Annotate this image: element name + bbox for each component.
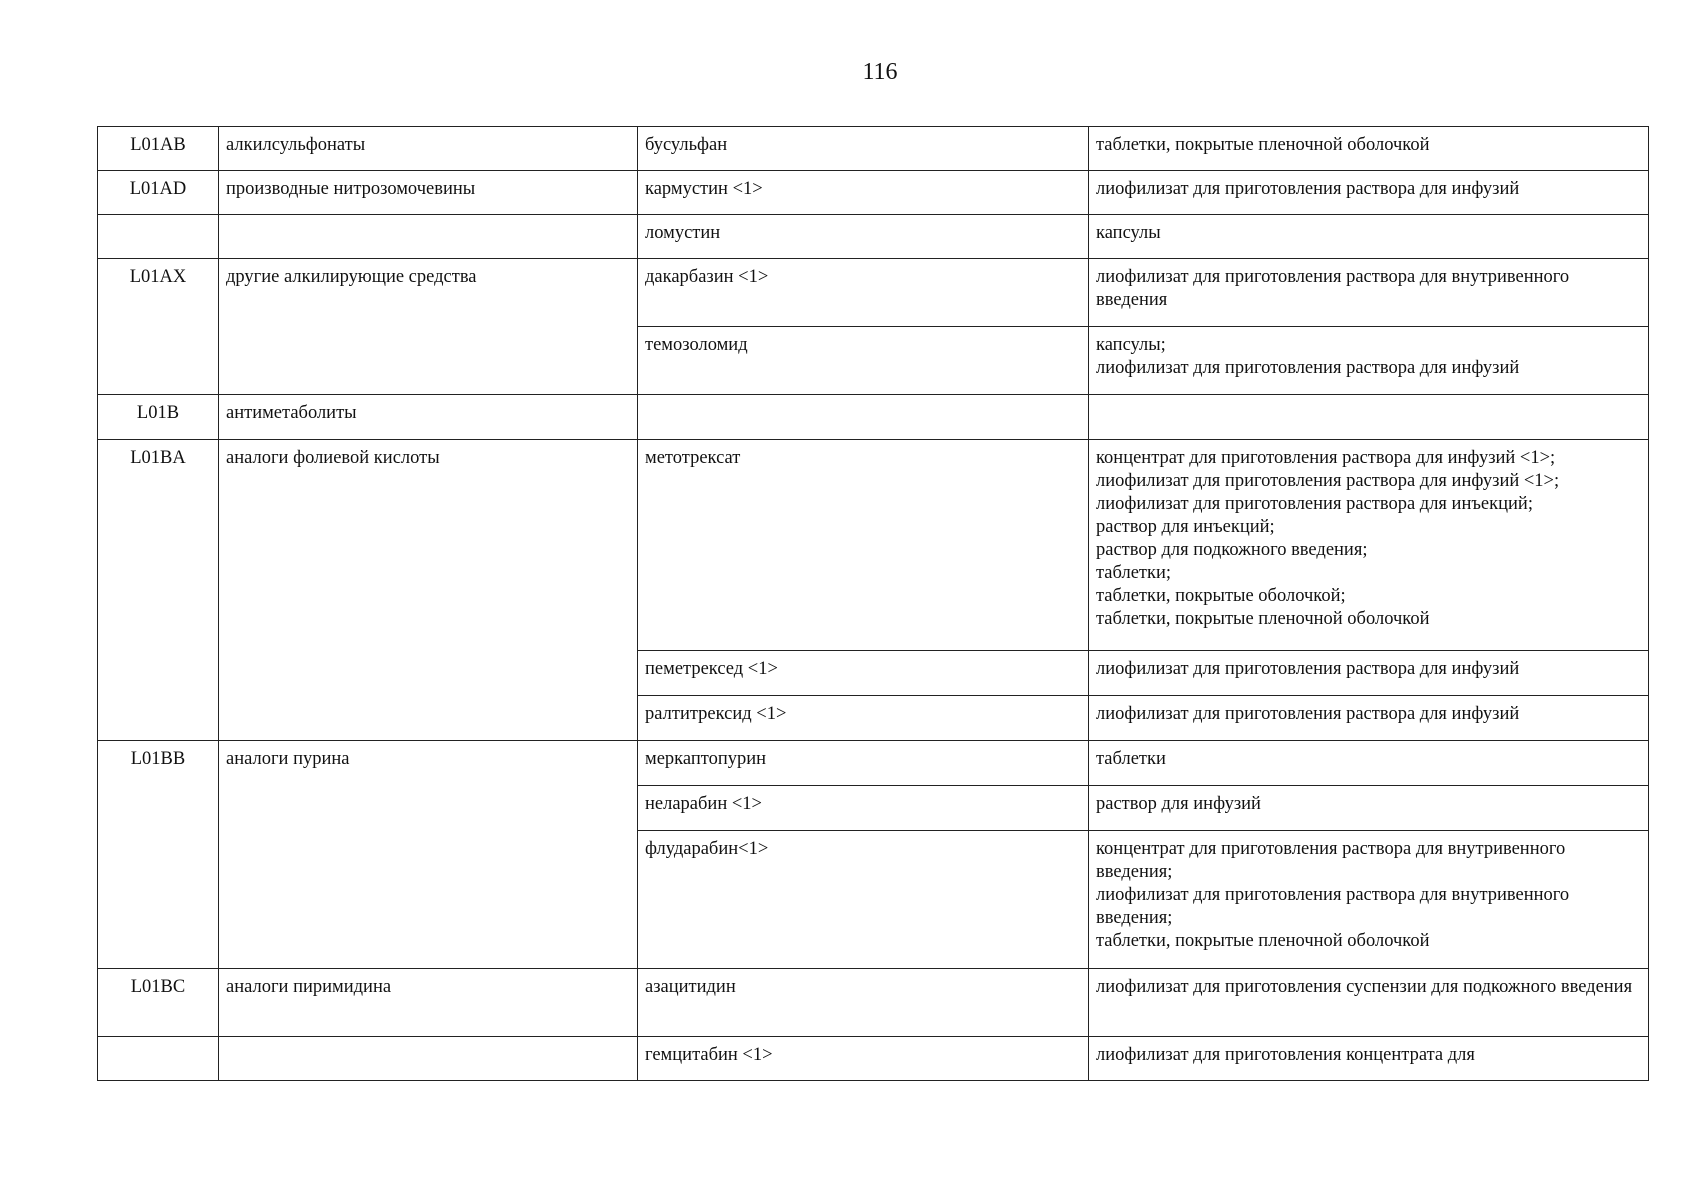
atc-code-cell [98, 215, 219, 259]
group-name-cell [219, 1037, 638, 1081]
group-name-cell: аналоги фолиевой кислоты [219, 440, 638, 741]
group-name-cell: другие алкилирующие средства [219, 259, 638, 395]
dosage-forms-cell [1089, 259, 1649, 327]
dosage-form: таблетки [1096, 749, 1166, 769]
drug-name-cell: темозоломид [638, 327, 1089, 395]
dosage-forms-cell [1089, 786, 1649, 831]
atc-code-cell: L01AD [98, 171, 219, 215]
dosage-forms-cell [1089, 127, 1649, 171]
dosage-form: лиофилизат для приготовления раствора для инъекций; [1096, 494, 1533, 514]
dosage-forms-cell [1089, 831, 1649, 969]
dosage-form: лиофилизат для приготовления раствора для инфузий [1096, 659, 1520, 679]
table-row [98, 395, 1649, 440]
group-name-cell: алкилсульфонаты [219, 127, 638, 171]
dosage-forms-cell [1089, 741, 1649, 786]
group-name-cell: производные нитрозомочевины [219, 171, 638, 215]
dosage-forms-cell [1089, 696, 1649, 741]
dosage-form: раствор для подкожного введения; [1096, 540, 1368, 560]
dosage-form: раствор для инфузий [1096, 794, 1261, 814]
atc-code-cell: L01AB [98, 127, 219, 171]
dosage-forms-cell [1089, 651, 1649, 696]
dosage-forms-cell [1089, 215, 1649, 259]
drug-name-cell: метотрексат [638, 440, 1089, 651]
dosage-form: раствор для инъекций; [1096, 517, 1275, 537]
dosage-form: таблетки; [1096, 563, 1172, 583]
dosage-form: концентрат для приготовления раствора для внутривенного введения; [1096, 839, 1566, 882]
atc-code-cell: L01B [98, 395, 219, 440]
page-number: 116 [862, 59, 898, 85]
dosage-form: капсулы; [1096, 335, 1166, 355]
drug-name-cell: гемцитабин <1> [638, 1037, 1089, 1081]
table-row [98, 171, 1649, 215]
drug-list-table [97, 126, 1649, 1081]
atc-code-cell: L01BB [98, 741, 219, 969]
drug-name-cell: неларабин <1> [638, 786, 1089, 831]
table-row [98, 215, 1649, 259]
drug-name-cell: кармустин <1> [638, 171, 1089, 215]
group-name-cell: антиметаболиты [219, 395, 638, 440]
dosage-forms-cell [1089, 327, 1649, 395]
drug-name-cell: ломустин [638, 215, 1089, 259]
drug-name-cell: меркаптопурин [638, 741, 1089, 786]
group-name-cell: аналоги пурина [219, 741, 638, 969]
dosage-form: лиофилизат для приготовления раствора для внутривенного введения [1096, 267, 1570, 310]
atc-code-cell: L01AX [98, 259, 219, 395]
dosage-form: таблетки, покрытые пленочной оболочкой [1096, 135, 1430, 155]
drug-name-cell: дакарбазин <1> [638, 259, 1089, 327]
dosage-form: таблетки, покрытые пленочной оболочкой [1096, 609, 1430, 629]
dosage-forms-cell [1089, 395, 1649, 440]
dosage-form: лиофилизат для приготовления раствора для инфузий [1096, 358, 1520, 378]
drug-name-cell: флударабин<1> [638, 831, 1089, 969]
atc-code-cell: L01BA [98, 440, 219, 741]
atc-code-cell: L01BC [98, 969, 219, 1037]
table-row [98, 127, 1649, 171]
drug-name-cell: пеметрексед <1> [638, 651, 1089, 696]
drug-name-cell: ралтитрексид <1> [638, 696, 1089, 741]
group-name-cell: аналоги пиримидина [219, 969, 638, 1037]
dosage-form: лиофилизат для приготовления раствора для инфузий [1096, 179, 1520, 199]
dosage-forms-cell [1089, 1037, 1649, 1081]
table-row [98, 1037, 1649, 1081]
atc-code-cell [98, 1037, 219, 1081]
dosage-form: таблетки, покрытые пленочной оболочкой [1096, 931, 1430, 951]
dosage-form: лиофилизат для приготовления суспензии для подкожного введения [1096, 977, 1633, 997]
dosage-form: лиофилизат для приготовления раствора для инфузий <1>; [1096, 471, 1560, 491]
dosage-form: лиофилизат для приготовления раствора для внутривенного введения; [1096, 885, 1570, 928]
dosage-form: лиофилизат для приготовления концентрата для [1096, 1045, 1475, 1065]
table-row [98, 969, 1649, 1037]
dosage-form: капсулы [1096, 223, 1161, 243]
drug-name-cell [638, 395, 1089, 440]
dosage-form: лиофилизат для приготовления раствора для инфузий [1096, 704, 1520, 724]
dosage-forms-cell [1089, 969, 1649, 1037]
dosage-form: концентрат для приготовления раствора для инфузий <1>; [1096, 448, 1556, 468]
table-row [98, 440, 1649, 651]
table-row [98, 741, 1649, 786]
table-row [98, 259, 1649, 327]
drug-name-cell: азацитидин [638, 969, 1089, 1037]
dosage-forms-cell [1089, 440, 1649, 651]
dosage-form: таблетки, покрытые оболочкой; [1096, 586, 1346, 606]
dosage-forms-cell [1089, 171, 1649, 215]
group-name-cell [219, 215, 638, 259]
drug-name-cell: бусульфан [638, 127, 1089, 171]
